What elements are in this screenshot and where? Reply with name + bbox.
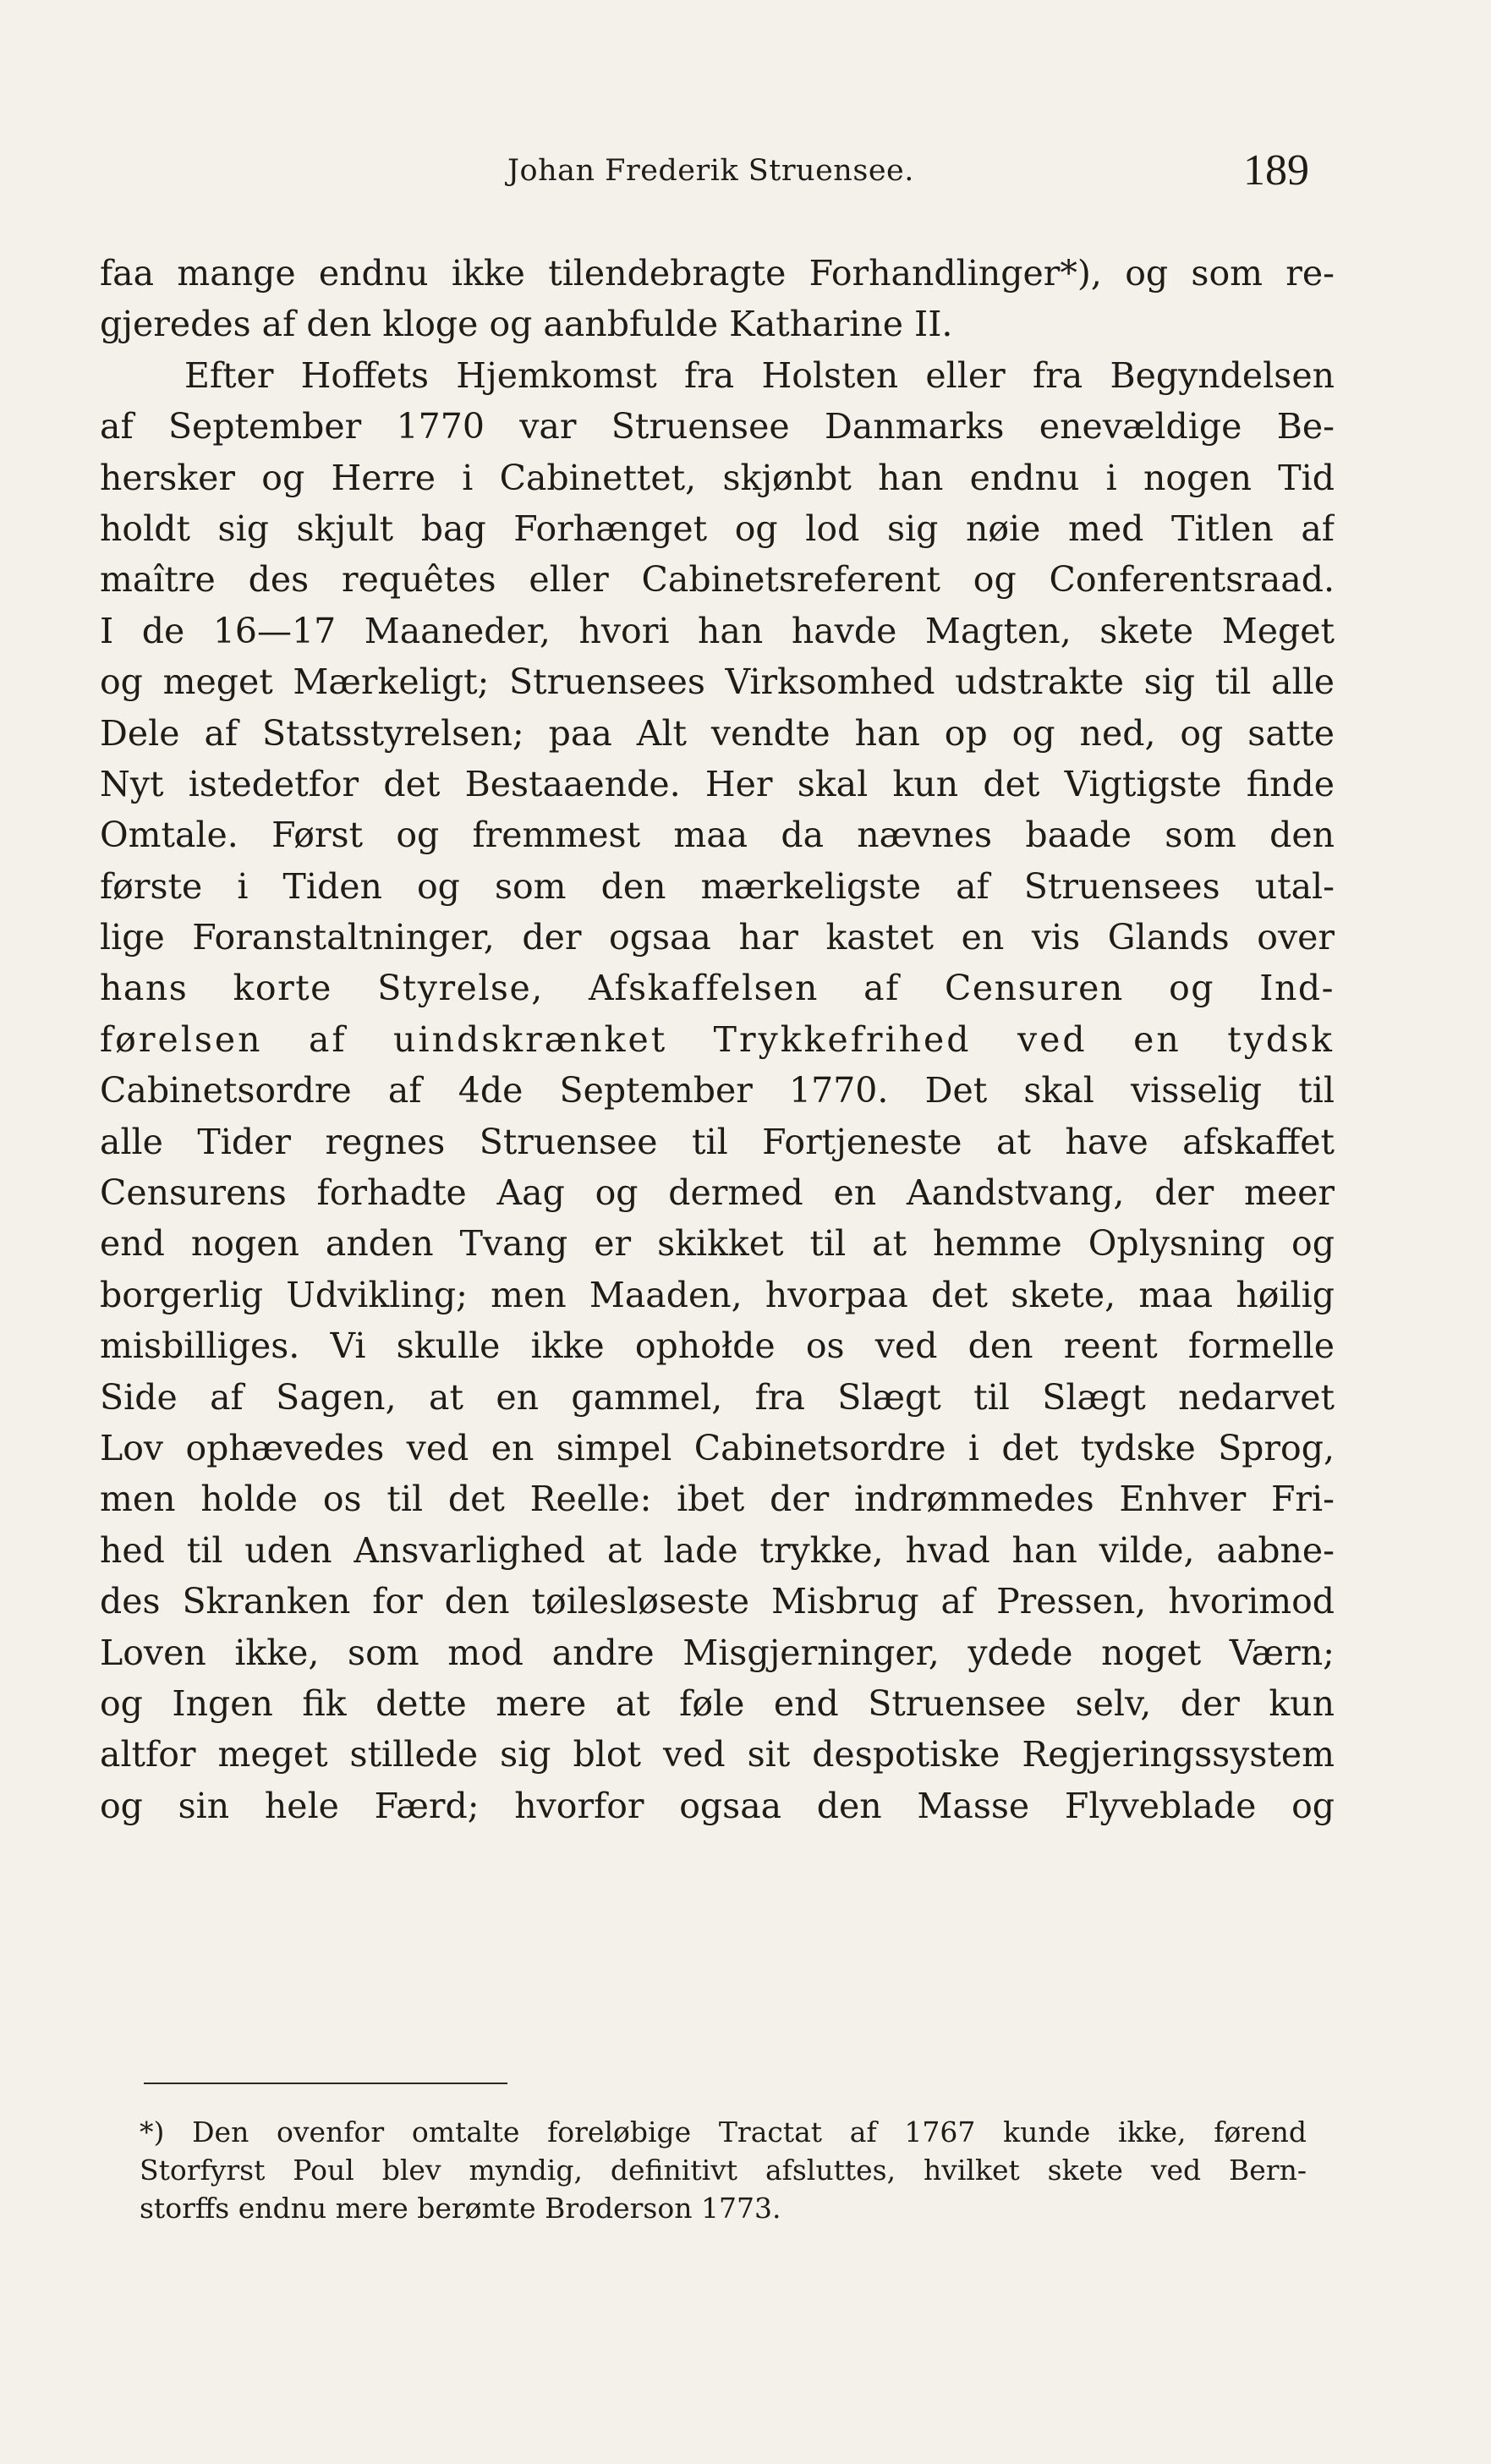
text-line: gjeredes af den kloge og aanbfulde Katharine II.	[100, 304, 953, 345]
text-line: end nogen anden Tvang er skikket til at hemme Oplysning og	[100, 1223, 1335, 1265]
text-line: førelsen af uindskrænket Trykkefrihed ved en tydsk	[100, 1018, 1335, 1060]
text-line: hersker og Herre i Cabinettet, skjønbt han endnu i nogen Tid	[100, 457, 1335, 498]
text-line: Efter Hoffets Hjemkomst fra Holsten eller fra Begyndelsen	[184, 354, 1335, 396]
footnote-line: storffs endnu mere berømte Broderson 1773.	[140, 2192, 781, 2225]
text-line: og meget Mærkeligt; Struensees Virksomhed udstrakte sig til alle	[100, 661, 1335, 703]
footnote	[140, 2113, 1307, 2227]
text-line: borgerlig Udvikling; men Maaden, hvorpaa det skete, maa høilig	[100, 1274, 1335, 1315]
footnote-line: Storfyrst Poul blev myndig, definitivt afsluttes, hvilket skete ved Bern-	[140, 2154, 1307, 2187]
text-line: og Ingen fik dette mere at føle end Struensee selv, der kun	[100, 1682, 1335, 1724]
text-line: første i Tiden og som den mærkeligste af Struensees utal-	[100, 865, 1335, 907]
text-line: Lov ophævedes ved en simpel Cabinetsordre i det tydske Sprog,	[100, 1427, 1335, 1468]
text-line: holdt sig skjult bag Forhænget og lod sig nøie med Titlen af	[100, 508, 1335, 549]
text-line: maître des requêtes eller Cabinetsreferent og Conferentsraad.	[100, 559, 1335, 601]
text-line: Nyt istedetfor det Bestaaende. Her skal kun det Vigtigste finde	[100, 763, 1335, 804]
footnote-divider	[144, 2083, 507, 2084]
text-line: Dele af Statsstyrelsen; paa Alt vendte han op og ned, og satte	[100, 712, 1335, 754]
text-line: Loven ikke, som mod andre Misgjerninger, ydede noget Værn;	[100, 1632, 1335, 1673]
page-number: 189	[1243, 146, 1309, 195]
text-line: Side af Sagen, at en gammel, fra Slægt til Slægt nedarvet	[100, 1376, 1335, 1418]
running-title: Johan Frederik Struensee.	[507, 154, 914, 188]
text-line: lige Foranstaltninger, der ogsaa har kastet en vis Glands over	[100, 917, 1335, 958]
text-line: des Skranken for den tøilesløseste Misbrug af Pressen, hvorimod	[100, 1581, 1335, 1622]
footnote-line: *) Den ovenfor omtalte foreløbige Tractat af 1767 kunde ikke, førend	[140, 2116, 1307, 2148]
body-text	[100, 248, 1335, 1831]
text-line: misbilliges. Vi skulle ikke ophołde os ved den reent formelle	[100, 1325, 1335, 1367]
text-line: Cabinetsordre af 4de September 1770. Det skal visselig til	[100, 1070, 1335, 1111]
text-line: Omtale. Først og fremmest maa da nævnes baade som den	[100, 815, 1335, 856]
text-line: alle Tider regnes Struensee til Fortjeneste at have afskaffet	[100, 1121, 1335, 1162]
text-line: Censurens forhadte Aag og dermed en Aandstvang, der meer	[100, 1172, 1335, 1214]
text-line: hans korte Styrelse, Afskaffelsen af Censuren og Ind-	[100, 968, 1335, 1009]
text-line: hed til uden Ansvarlighed at lade trykke, hvad han vilde, aabne-	[100, 1529, 1335, 1571]
text-line: altfor meget stillede sig blot ved sit despotiske Regjeringssystem	[100, 1734, 1335, 1775]
text-line: af September 1770 var Struensee Danmarks enevældige Be-	[100, 406, 1335, 447]
text-line: og sin hele Færd; hvorfor ogsaa den Masse Flyveblade og	[100, 1785, 1335, 1826]
text-line: men holde os til det Reelle: ibet der indrømmedes Enhver Fri-	[100, 1479, 1335, 1520]
text-line: faa mange endnu ikke tilendebragte Forhandlinger*), og som re-	[100, 253, 1335, 294]
text-line: I de 16—17 Maaneder, hvori han havde Magten, skete Meget	[100, 610, 1335, 651]
